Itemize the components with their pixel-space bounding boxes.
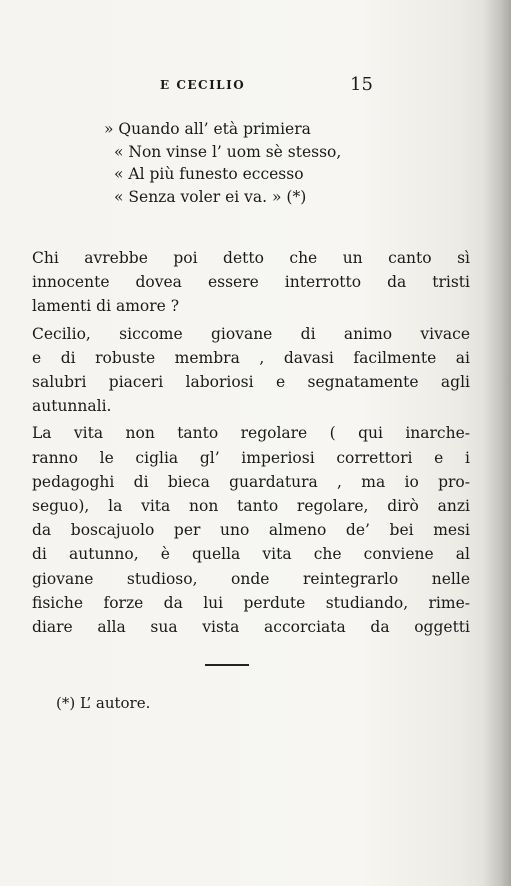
text-line: autunnali. xyxy=(32,397,112,416)
paragraph xyxy=(32,322,470,419)
text-line: salubri piaceri laboriosi e segnatamente agli xyxy=(32,373,470,392)
page-number: 15 xyxy=(350,74,373,95)
text-line: innocente dovea essere interrotto da tristi xyxy=(32,273,470,292)
text-line: seguo), la vita non tanto regolare, dirò anzi xyxy=(32,497,470,516)
text-line: giovane studioso, onde reintegrarlo nelle xyxy=(32,569,470,588)
text-line: ranno le ciglia gl’ imperiosi correttori e i xyxy=(32,448,470,467)
paragraph xyxy=(32,421,470,639)
text-line: La vita non tanto regolare ( qui inarche- xyxy=(32,424,470,443)
running-head xyxy=(0,74,511,98)
text-line: lamenti di amore ? xyxy=(32,297,180,316)
text-line: Cecilio, siccome giovane di animo vivace xyxy=(32,324,470,343)
text-line: da boscajuolo per uno almeno de’ bei mesi xyxy=(32,521,470,540)
text-line: e di robuste membra , davasi facilmente ai xyxy=(32,348,470,367)
verse-line: « Non vinse l’ uom sè stesso, xyxy=(114,142,342,161)
verse-line: « Al più funesto eccesso xyxy=(114,165,304,183)
paragraph xyxy=(32,246,470,319)
body-text xyxy=(32,246,470,639)
page-spine-shadow xyxy=(483,0,511,886)
text-line: fisiche forze da lui perdute studiando, rime- xyxy=(32,593,470,612)
verse-line: « Senza voler ei va. » (*) xyxy=(114,187,307,206)
footnote: (*) L’ autore. xyxy=(56,694,151,712)
text-line: di autunno, è quella vita che conviene al xyxy=(32,545,470,564)
text-line: diare alla sua vista accorciata da oggetti xyxy=(32,618,470,637)
verse-line: » Quando all’ età primiera xyxy=(104,120,311,138)
verse-quotation xyxy=(104,118,341,208)
text-line: Chi avrebbe poi detto che un canto sì xyxy=(32,249,470,267)
running-head-title: E CECILIO xyxy=(160,78,246,92)
text-line: pedagoghi di bieca guardatura , ma io pro- xyxy=(32,472,470,491)
footnote-separator xyxy=(205,664,249,666)
